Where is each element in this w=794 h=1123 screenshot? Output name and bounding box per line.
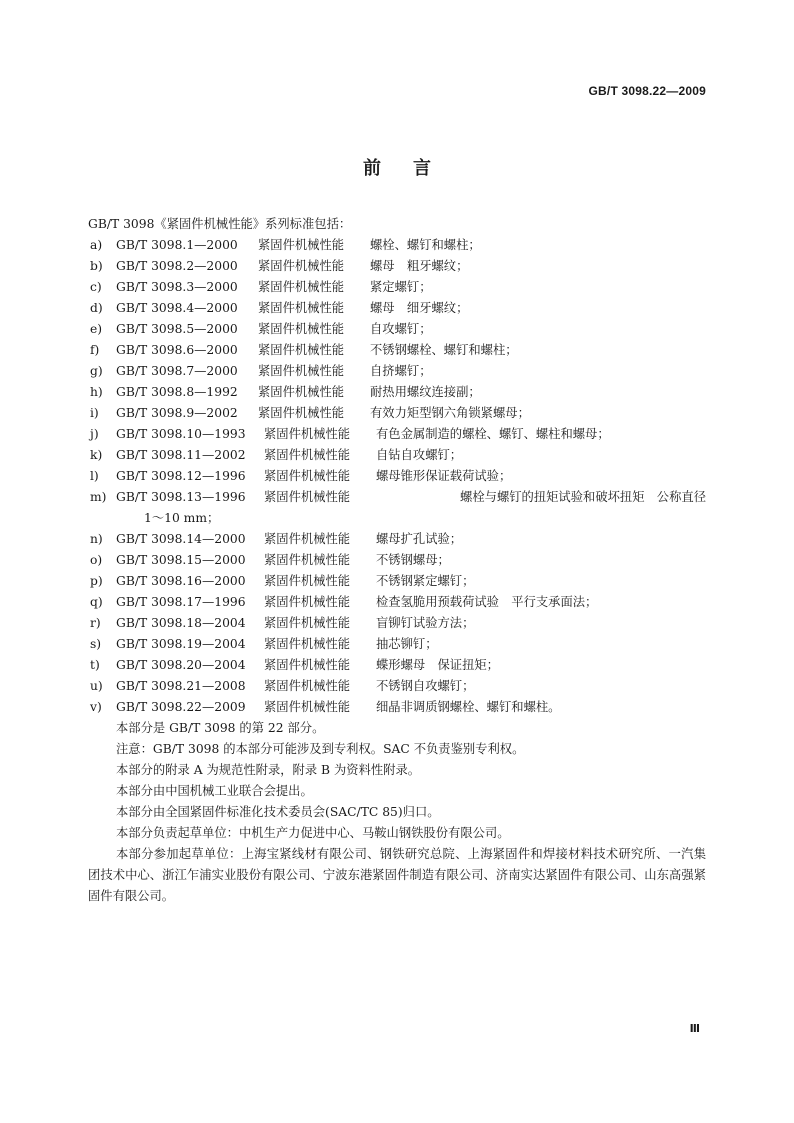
item-code: GB/T 3098.22—2009 bbox=[116, 700, 246, 714]
list-item bbox=[88, 676, 706, 697]
item-code: GB/T 3098.2—2000 bbox=[116, 259, 238, 273]
item-section: 紧固件机械性能 bbox=[258, 301, 345, 315]
item-section: 紧固件机械性能 bbox=[264, 469, 351, 483]
item-code: GB/T 3098.10—1993 bbox=[116, 427, 246, 441]
item-code: GB/T 3098.1—2000 bbox=[116, 238, 238, 252]
item-section: 紧固件机械性能 bbox=[264, 574, 351, 588]
item-desc: 细晶非调质钢螺栓、螺钉和螺柱。 bbox=[376, 700, 561, 714]
item-section: 紧固件机械性能 bbox=[264, 658, 351, 672]
list-item bbox=[88, 256, 706, 277]
item-code: GB/T 3098.18—2004 bbox=[116, 616, 246, 630]
page-number: Ⅲ bbox=[689, 1022, 700, 1035]
item-section: 紧固件机械性能 bbox=[258, 406, 345, 420]
item-code: GB/T 3098.13—1996 bbox=[116, 490, 246, 504]
item-desc: 盲铆钉试验方法； bbox=[376, 616, 475, 630]
item-code: GB/T 3098.17—1996 bbox=[116, 595, 246, 609]
item-desc: 耐热用螺纹连接副； bbox=[370, 385, 481, 399]
item-desc: 不锈钢螺母； bbox=[376, 553, 450, 567]
item-label: e) bbox=[90, 322, 103, 336]
list-item bbox=[88, 550, 706, 571]
item-desc: 紧定螺钉； bbox=[370, 280, 432, 294]
managed-by-paragraph: 本部分由全国紧固件标准化技术委员会(SAC/TC 85)归口。 bbox=[116, 805, 440, 819]
proposed-by-paragraph: 本部分由中国机械工业联合会提出。 bbox=[116, 784, 313, 798]
item-label: k) bbox=[90, 448, 103, 462]
item-label: v) bbox=[90, 700, 102, 714]
item-label: l) bbox=[90, 469, 99, 483]
item-section: 紧固件机械性能 bbox=[264, 679, 351, 693]
item-code: GB/T 3098.8—1992 bbox=[116, 385, 238, 399]
item-label: s) bbox=[90, 637, 102, 651]
item-code: GB/T 3098.3—2000 bbox=[116, 280, 238, 294]
part-number-paragraph: 本部分是 GB/T 3098 的第 22 部分。 bbox=[116, 721, 325, 735]
participants-paragraph: 本部分参加起草单位：上海宝紧线材有限公司、钢铁研究总院、上海紧固件和焊接材料技术研究所、一汽集团技术中心、浙江乍浦实业股份有限公司、宁波东港紧固件制造有限公司、济南实达紧固件有限公司、山东高强紧固件有限公司。 bbox=[88, 847, 706, 903]
item-code: GB/T 3098.21—2008 bbox=[116, 679, 246, 693]
item-section: 紧固件机械性能 bbox=[264, 427, 351, 441]
list-item bbox=[88, 634, 706, 655]
list-item bbox=[88, 277, 706, 298]
item-section: 紧固件机械性能 bbox=[264, 637, 351, 651]
item-desc: 检查氢脆用预载荷试验 平行支承面法； bbox=[376, 595, 598, 609]
list-item bbox=[88, 613, 706, 634]
item-label: f) bbox=[90, 343, 100, 357]
item-desc: 螺栓与螺钉的扭矩试验和破坏扭矩 公称直径 bbox=[460, 490, 706, 504]
item-desc: 螺栓、螺钉和螺柱； bbox=[370, 238, 481, 252]
item-desc: 蝶形螺母 保证扭矩； bbox=[376, 658, 499, 672]
item-label: c) bbox=[90, 280, 102, 294]
item-label: h) bbox=[90, 385, 103, 399]
list-item bbox=[88, 445, 706, 466]
list-item bbox=[88, 319, 706, 340]
list-item bbox=[88, 361, 706, 382]
list-item bbox=[88, 340, 706, 361]
item-code: GB/T 3098.5—2000 bbox=[116, 322, 238, 336]
item-label: q) bbox=[90, 595, 103, 609]
item-section: 紧固件机械性能 bbox=[264, 490, 351, 504]
item-label: r) bbox=[90, 616, 101, 630]
list-item bbox=[88, 466, 706, 487]
item-section: 紧固件机械性能 bbox=[258, 343, 345, 357]
standard-code-header: GB/T 3098.22—2009 bbox=[588, 84, 706, 98]
patent-notice-paragraph: 注意：GB/T 3098 的本部分可能涉及到专利权。SAC 不负责鉴别专利权。 bbox=[116, 742, 525, 756]
list-item bbox=[88, 382, 706, 403]
item-desc: 不锈钢自攻螺钉； bbox=[376, 679, 475, 693]
item-label: t) bbox=[90, 658, 100, 672]
item-label: m) bbox=[90, 490, 107, 504]
list-item bbox=[88, 655, 706, 676]
item-section: 紧固件机械性能 bbox=[264, 616, 351, 630]
item-code: GB/T 3098.11—2002 bbox=[116, 448, 246, 462]
item-code: GB/T 3098.15—2000 bbox=[116, 553, 246, 567]
item-code: GB/T 3098.20—2004 bbox=[116, 658, 246, 672]
list-item bbox=[88, 403, 706, 424]
list-item-m bbox=[88, 487, 706, 529]
item-desc: 自钻自攻螺钉； bbox=[376, 448, 463, 462]
intro-line: GB/T 3098《紧固件机械性能》系列标准包括： bbox=[88, 217, 352, 231]
item-code: GB/T 3098.4—2000 bbox=[116, 301, 238, 315]
item-desc: 螺母锥形保证载荷试验； bbox=[376, 469, 512, 483]
drafter-paragraph: 本部分负责起草单位：中机生产力促进中心、马鞍山钢铁股份有限公司。 bbox=[116, 826, 510, 840]
item-desc: 螺母 细牙螺纹； bbox=[370, 301, 469, 315]
annex-paragraph: 本部分的附录 A 为规范性附录，附录 B 为资料性附录。 bbox=[116, 763, 421, 777]
list-item bbox=[88, 529, 706, 550]
item-label: n) bbox=[90, 532, 103, 546]
item-section: 紧固件机械性能 bbox=[258, 259, 345, 273]
item-section: 紧固件机械性能 bbox=[258, 280, 345, 294]
item-section: 紧固件机械性能 bbox=[258, 385, 345, 399]
list-item bbox=[88, 424, 706, 445]
item-label: p) bbox=[90, 574, 103, 588]
standards-list-continued bbox=[88, 529, 706, 718]
item-desc: 有色金属制造的螺栓、螺钉、螺柱和螺母； bbox=[376, 427, 610, 441]
item-desc-continued: 1～10 mm； bbox=[144, 511, 220, 525]
item-code: GB/T 3098.6—2000 bbox=[116, 343, 238, 357]
item-code: GB/T 3098.12—1996 bbox=[116, 469, 246, 483]
item-label: b) bbox=[90, 259, 103, 273]
item-label: i) bbox=[90, 406, 99, 420]
item-code: GB/T 3098.19—2004 bbox=[116, 637, 246, 651]
item-code: GB/T 3098.14—2000 bbox=[116, 532, 246, 546]
item-desc: 自攻螺钉； bbox=[370, 322, 432, 336]
foreword-content bbox=[88, 214, 706, 907]
page-title: 前言 bbox=[363, 158, 463, 179]
item-label: o) bbox=[90, 553, 103, 567]
item-desc: 不锈钢螺栓、螺钉和螺柱； bbox=[370, 343, 518, 357]
item-code: GB/T 3098.9—2002 bbox=[116, 406, 238, 420]
list-item bbox=[88, 235, 706, 256]
item-section: 紧固件机械性能 bbox=[264, 595, 351, 609]
item-section: 紧固件机械性能 bbox=[258, 364, 345, 378]
list-item bbox=[88, 697, 706, 718]
item-code: GB/T 3098.7—2000 bbox=[116, 364, 238, 378]
list-item bbox=[88, 298, 706, 319]
item-desc: 抽芯铆钉； bbox=[376, 637, 438, 651]
item-label: g) bbox=[90, 364, 103, 378]
item-section: 紧固件机械性能 bbox=[264, 532, 351, 546]
item-desc: 有效力矩型钢六角锁紧螺母； bbox=[370, 406, 530, 420]
item-desc: 不锈钢紧定螺钉； bbox=[376, 574, 475, 588]
item-section: 紧固件机械性能 bbox=[264, 448, 351, 462]
item-section: 紧固件机械性能 bbox=[258, 322, 345, 336]
item-code: GB/T 3098.16—2000 bbox=[116, 574, 246, 588]
item-section: 紧固件机械性能 bbox=[264, 700, 351, 714]
item-desc: 自挤螺钉； bbox=[370, 364, 432, 378]
item-label: d) bbox=[90, 301, 103, 315]
list-item bbox=[88, 571, 706, 592]
item-desc: 螺母扩孔试验； bbox=[376, 532, 463, 546]
item-section: 紧固件机械性能 bbox=[264, 553, 351, 567]
item-section: 紧固件机械性能 bbox=[258, 238, 345, 252]
item-label: j) bbox=[90, 427, 99, 441]
item-label: a) bbox=[90, 238, 103, 252]
item-desc: 螺母 粗牙螺纹； bbox=[370, 259, 469, 273]
item-label: u) bbox=[90, 679, 103, 693]
list-item bbox=[88, 592, 706, 613]
standards-list bbox=[88, 235, 706, 487]
